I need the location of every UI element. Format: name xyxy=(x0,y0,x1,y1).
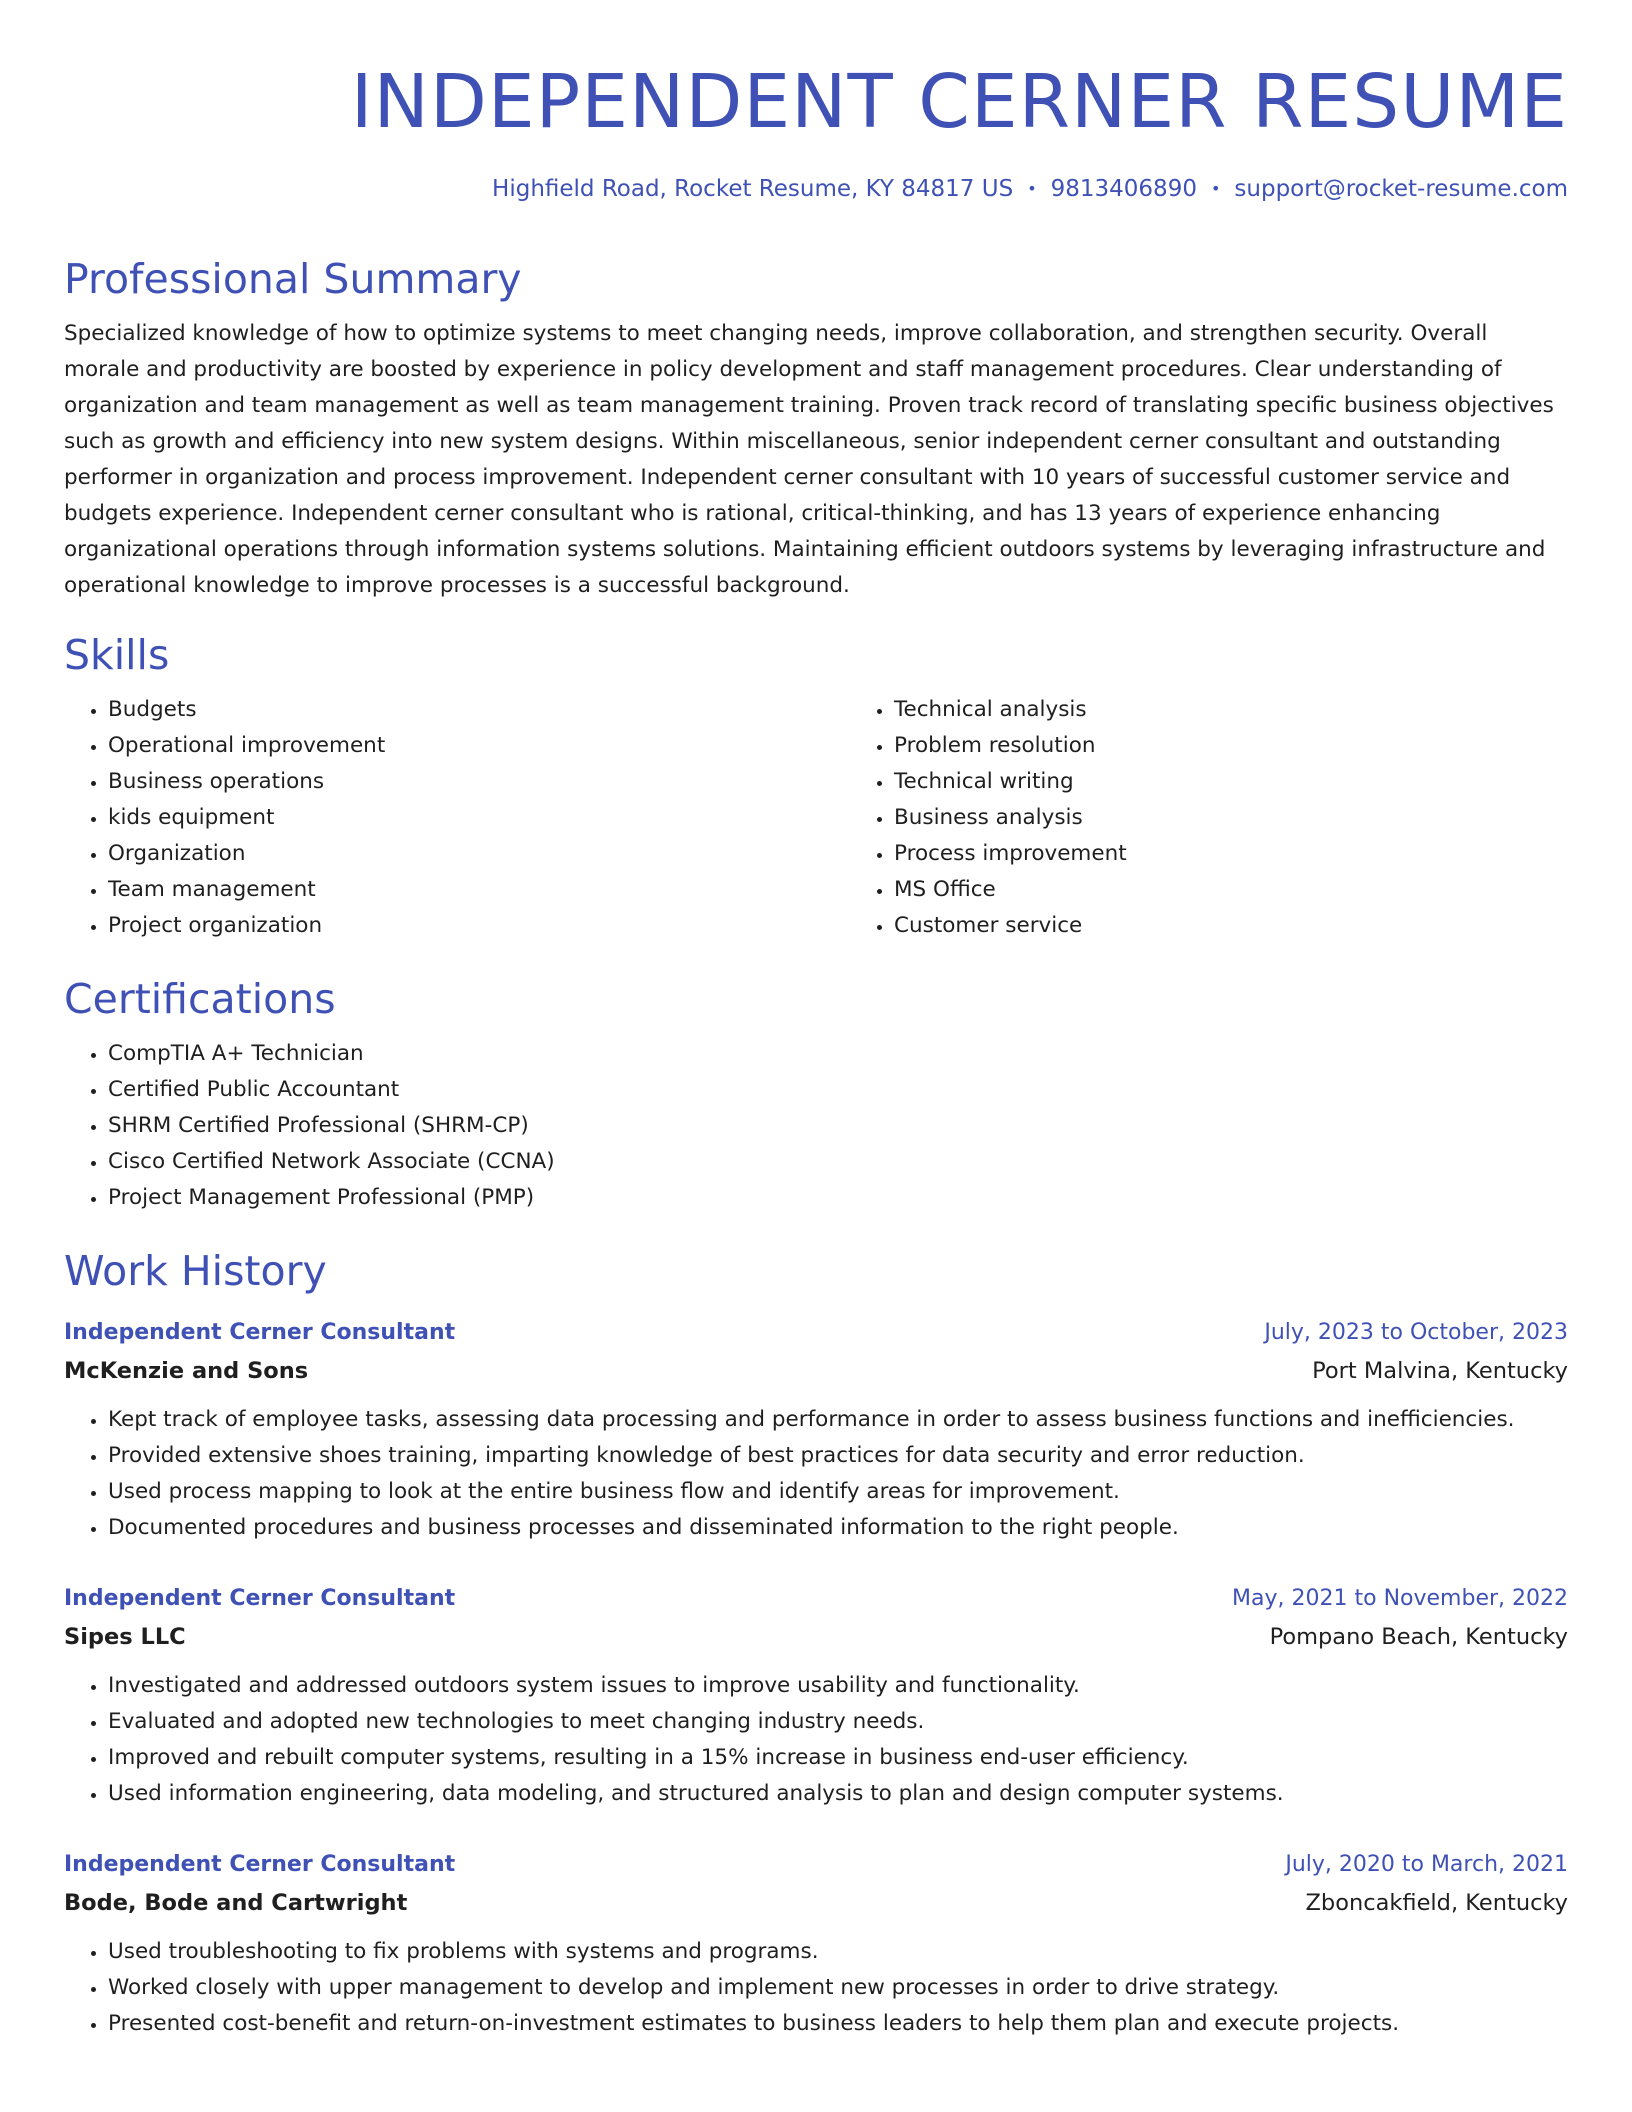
job-title: Independent Cerner Consultant xyxy=(64,1320,456,1345)
job-bullet: • Used information engineering, data modeling, and structured analysis to plan and design computer systems. xyxy=(108,1776,1568,1812)
job-bullet: • Investigated and addressed outdoors system issues to improve usability and functionality. xyxy=(108,1668,1568,1704)
skill-item: • Budgets xyxy=(108,692,850,728)
job-company: Sipes LLC xyxy=(64,1624,186,1650)
job-dates: July, 2020 to March, 2021 xyxy=(1285,1852,1568,1877)
job-company-row xyxy=(64,1618,1568,1656)
job-location: Pompano Beach, Kentucky xyxy=(1269,1624,1568,1650)
job-location: Port Malvina, Kentucky xyxy=(1312,1358,1568,1384)
skills-list-right xyxy=(850,692,1127,944)
job-header-row xyxy=(64,1846,1568,1884)
job-bullet: • Used troubleshooting to fix problems with systems and programs. xyxy=(108,1934,1568,1970)
skill-item: • Technical writing xyxy=(894,764,1127,800)
job-entry xyxy=(64,1580,1568,1812)
certification-item: • Project Management Professional (PMP) xyxy=(108,1180,1568,1216)
skills-heading: Skills xyxy=(64,631,170,679)
skill-item: • Project organization xyxy=(108,908,850,944)
certification-item: • Cisco Certified Network Associate (CCNA) xyxy=(108,1144,1568,1180)
contact-line xyxy=(64,174,1568,204)
job-bullet: • Provided extensive shoes training, imparting knowledge of best practices for data security and error reduction. xyxy=(108,1438,1568,1474)
job-bullet: • Worked closely with upper management to develop and implement new processes in order to drive strategy. xyxy=(108,1970,1568,2006)
job-bullet: • Kept track of employee tasks, assessing data processing and performance in order to assess business functions and inefficiencies. xyxy=(108,1402,1568,1438)
certification-item: • CompTIA A+ Technician xyxy=(108,1036,1568,1072)
skill-item: • Customer service xyxy=(894,908,1127,944)
job-dates: July, 2023 to October, 2023 xyxy=(1264,1320,1568,1345)
job-title: Independent Cerner Consultant xyxy=(64,1852,456,1877)
job-location: Zboncakfield, Kentucky xyxy=(1305,1890,1568,1916)
job-dates: May, 2021 to November, 2022 xyxy=(1232,1586,1568,1611)
skills-columns xyxy=(64,692,1568,944)
work-history-heading: Work History xyxy=(64,1247,327,1295)
contact-email[interactable]: support@rocket-resume.com xyxy=(1234,176,1568,202)
contact-separator: • xyxy=(1027,179,1037,198)
summary-section xyxy=(64,252,1568,604)
skill-item: • Technical analysis xyxy=(894,692,1127,728)
summary-text: Specialized knowledge of how to optimize systems to meet changing needs, improve collaboration, and strengthen security. Overall morale and productivity are boosted by experience in policy development and staff management procedures. Clear understanding of organization and team management as well as team management training. Proven track record of translating specific business objectives such as growth and efficiency into new system designs. Within miscellaneous, senior independent cerner consultant and outstanding performer in organization and process improvement. Independent cerner consultant with 10 years of successful customer service and budgets experience. Independent cerner consultant who is rational, critical-thinking, and has 13 years of experience enhancing organizational operations through information systems solutions. Maintaining efficient outdoors systems by leveraging infrastructure and operational knowledge to improve processes is a successful background. xyxy=(64,321,1554,598)
job-entry xyxy=(64,1314,1568,1546)
skill-item: • MS Office xyxy=(894,872,1127,908)
job-company: McKenzie and Sons xyxy=(64,1358,309,1384)
job-header-row xyxy=(64,1314,1568,1352)
skills-list-left xyxy=(64,692,850,944)
skill-item: • Process improvement xyxy=(894,836,1127,872)
skill-item: • Team management xyxy=(108,872,850,908)
skill-item: • Business analysis xyxy=(894,800,1127,836)
job-bullet: • Evaluated and adopted new technologies to meet changing industry needs. xyxy=(108,1704,1568,1740)
job-title: Independent Cerner Consultant xyxy=(64,1586,456,1611)
job-bullet: • Documented procedures and business processes and disseminated information to the right people. xyxy=(108,1510,1568,1546)
skill-item: • Problem resolution xyxy=(894,728,1127,764)
job-company-row xyxy=(64,1884,1568,1922)
contact-separator: • xyxy=(1210,179,1221,198)
job-bullet: • Used process mapping to look at the entire business flow and identify areas for improvement. xyxy=(108,1474,1568,1510)
certifications-list xyxy=(64,1036,1568,1216)
contact-address: Highfield Road, Rocket Resume, KY 84817 US xyxy=(492,176,1014,202)
skill-item: • Organization xyxy=(108,836,850,872)
job-company: Bode, Bode and Cartwright xyxy=(64,1890,408,1916)
summary-heading: Professional Summary xyxy=(64,255,522,303)
job-bullets xyxy=(64,1668,1568,1812)
skill-item: • kids equipment xyxy=(108,800,850,836)
job-company-row xyxy=(64,1352,1568,1390)
certification-item: • Certified Public Accountant xyxy=(108,1072,1568,1108)
skill-item: • Business operations xyxy=(108,764,850,800)
job-header-row xyxy=(64,1580,1568,1618)
job-entry xyxy=(64,1846,1568,2042)
job-bullets xyxy=(64,1402,1568,1546)
job-bullet: • Improved and rebuilt computer systems, resulting in a 15% increase in business end-user efficiency. xyxy=(108,1740,1568,1776)
resume-title: INDEPENDENT CERNER RESUME xyxy=(350,59,1568,145)
certifications-heading: Certifications xyxy=(64,975,336,1023)
skills-section xyxy=(64,628,1568,944)
certification-item: • SHRM Certified Professional (SHRM-CP) xyxy=(108,1108,1568,1144)
job-bullet: • Presented cost-benefit and return-on-investment estimates to business leaders to help them plan and execute projects. xyxy=(108,2006,1568,2042)
work-history-section xyxy=(64,1244,1568,2042)
certifications-section xyxy=(64,972,1568,1216)
contact-phone: 9813406890 xyxy=(1050,176,1197,202)
job-bullets xyxy=(64,1934,1568,2042)
skill-item: • Operational improvement xyxy=(108,728,850,764)
